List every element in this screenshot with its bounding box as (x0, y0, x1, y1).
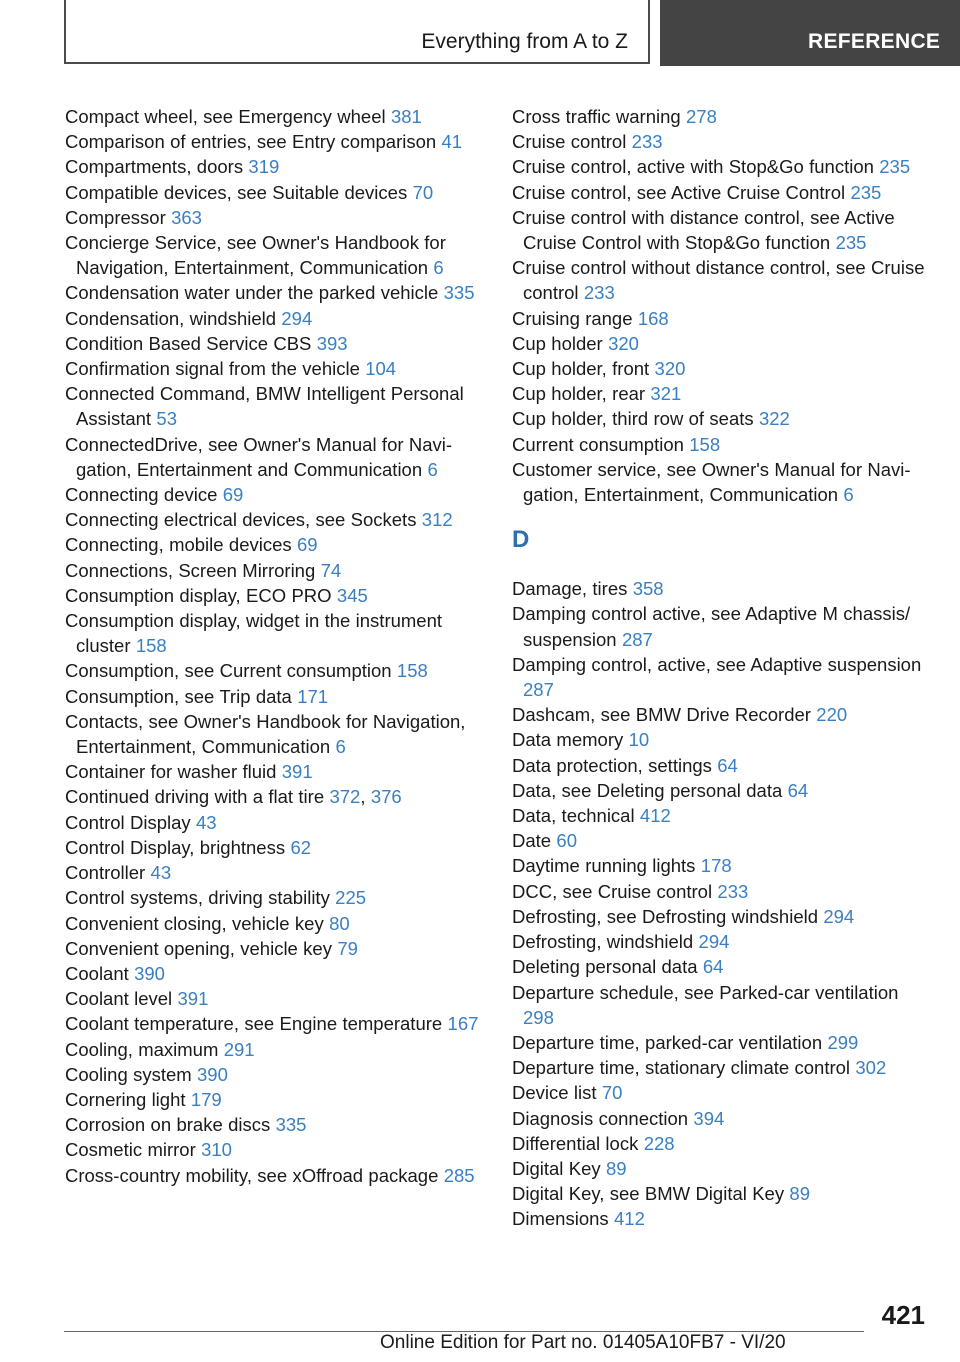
index-term: Continued driving with a flat tire (65, 786, 325, 808)
page-reference-link[interactable]: 372 (329, 786, 361, 808)
page-reference-link[interactable]: 376 (370, 786, 402, 808)
index-entry (512, 753, 932, 778)
index-entry (512, 1106, 932, 1131)
page-reference-link[interactable]: 287 (523, 679, 554, 701)
page-reference-link[interactable]: 363 (171, 206, 202, 228)
page-reference-link[interactable]: 167 (447, 1013, 479, 1035)
page-reference-link[interactable]: 69 (222, 484, 244, 506)
page-reference-link[interactable]: 6 (427, 458, 438, 480)
index-entry (65, 482, 485, 507)
index-entry (512, 205, 932, 255)
page-reference-link[interactable]: 171 (297, 685, 329, 707)
index-term: Condensation water under the parked vehicle (65, 282, 439, 304)
page-reference-link[interactable]: 358 (632, 578, 664, 600)
index-entry (512, 356, 932, 381)
page-reference-link[interactable]: 233 (583, 282, 615, 304)
page-reference-link[interactable]: 79 (337, 937, 358, 959)
index-entry (65, 432, 485, 482)
letter-heading-d: D (512, 526, 530, 554)
index-term: Compressor (65, 206, 166, 228)
page-reference-link[interactable]: 235 (879, 156, 911, 178)
index-entry (512, 652, 932, 702)
page-reference-link[interactable]: 390 (134, 962, 165, 984)
index-term: Cooling system (65, 1063, 192, 1085)
index-term: Control systems, driving stability (65, 887, 330, 909)
index-entry (65, 608, 485, 658)
index-term: Cornering light (65, 1088, 186, 1110)
index-term: Digital Key, see BMW Digital Key (512, 1183, 785, 1205)
page-reference-link[interactable]: 278 (686, 106, 717, 127)
index-term: Contacts, see Owner's Handbook for Navigation, Entertainment, Communication (65, 710, 466, 758)
page-reference-link[interactable]: 393 (316, 332, 348, 354)
index-entry (512, 406, 932, 431)
index-term: Consumption, see Current consumption (65, 660, 392, 682)
index-term: Connecting, mobile devices (65, 534, 292, 556)
page-reference-link[interactable]: 233 (631, 131, 663, 153)
index-entry (512, 1206, 932, 1231)
index-group-d (512, 576, 932, 1231)
index-entry (65, 911, 485, 936)
page-reference-link[interactable]: 74 (320, 559, 342, 581)
page-reference-link[interactable]: 80 (329, 912, 350, 934)
page-reference-link[interactable]: 89 (789, 1183, 810, 1205)
index-entry (512, 1030, 932, 1055)
page-reference-link[interactable]: 320 (654, 358, 686, 380)
index-entry (512, 727, 932, 752)
page-reference-link[interactable]: 158 (396, 660, 428, 682)
page-reference-link[interactable]: 320 (608, 332, 639, 354)
index-entry (512, 904, 932, 929)
page-reference-link[interactable]: 291 (223, 1038, 255, 1060)
page-reference-link[interactable]: 302 (855, 1057, 887, 1079)
index-entry (512, 778, 932, 803)
page-reference-link[interactable]: 285 (443, 1164, 475, 1186)
index-term: Diagnosis connection (512, 1107, 689, 1129)
index-entry (512, 954, 932, 979)
index-term: Control Display (65, 811, 191, 833)
index-entry (512, 879, 932, 904)
index-term: Concierge Service, see Owner's Handbook for Navigation, Entertainment, Communication (65, 232, 446, 279)
index-term: Cross-country mobility, see xOffroad package (65, 1164, 439, 1186)
index-term: Damage, tires (512, 578, 628, 600)
index-entry (512, 457, 932, 507)
page-reference-link[interactable]: 391 (177, 988, 209, 1010)
index-term: Daytime running lights (512, 855, 696, 877)
index-entry (65, 381, 485, 431)
page-reference-link[interactable]: 168 (637, 307, 669, 329)
page-reference-link[interactable]: 69 (296, 534, 318, 556)
index-term: Data protection, settings (512, 754, 712, 776)
index-term: Consumption display, widget in the instrument cluster (65, 610, 443, 657)
page-reference-link[interactable]: 294 (698, 931, 730, 953)
page-reference-link[interactable]: 345 (336, 584, 368, 606)
index-term: Consumption display, ECO PRO (65, 584, 332, 606)
index-entry (65, 507, 485, 532)
index-term: Corrosion on brake discs (65, 1114, 271, 1136)
index-entry (65, 205, 485, 230)
index-term: Data, see Deleting personal data (512, 779, 783, 801)
reference-tab-label: REFERENCE (808, 30, 941, 53)
index-entry (512, 306, 932, 331)
index-entry (512, 576, 932, 601)
index-term: Condensation, windshield (65, 307, 277, 329)
index-entry (512, 432, 932, 457)
page-reference-link[interactable]: 294 (823, 905, 855, 927)
page-reference-link[interactable]: 235 (835, 232, 867, 254)
index-term: Dashcam, see BMW Drive Recorder (512, 704, 811, 726)
index-entry (65, 356, 485, 381)
index-entry (512, 104, 932, 129)
index-entry (65, 1087, 485, 1112)
index-term: Defrosting, see Defrosting windshield (512, 905, 819, 927)
index-term: Cruise control (512, 131, 627, 153)
page-reference-link[interactable]: 64 (702, 956, 724, 978)
page-reference-link[interactable]: 6 (433, 257, 444, 279)
index-term: Cup holder (512, 332, 603, 354)
index-entry (65, 180, 485, 205)
page-reference-link[interactable]: 228 (643, 1132, 675, 1154)
index-entry (65, 835, 485, 860)
index-term: Damping control, active, see Adaptive suspension (512, 653, 922, 675)
page-reference-link[interactable]: 178 (700, 855, 732, 877)
index-entry (65, 129, 485, 154)
page-reference-link[interactable]: 64 (787, 779, 809, 801)
index-term: Consumption, see Trip data (65, 685, 292, 707)
page-reference-link[interactable]: 64 (717, 754, 738, 776)
index-term: Data, technical (512, 805, 635, 827)
index-entry (512, 929, 932, 954)
page-reference-link[interactable]: 335 (275, 1114, 307, 1136)
index-entry (65, 558, 485, 583)
index-entry (512, 1181, 932, 1206)
index-column-left (65, 104, 485, 1188)
index-term: Connections, Screen Mirroring (65, 559, 316, 581)
index-term: Connected Command, BMW Intelligent Personal Assistant (65, 383, 464, 430)
index-entry (512, 255, 932, 305)
index-entry (65, 1037, 485, 1062)
header-frame (64, 0, 650, 64)
page-reference-link[interactable]: 41 (441, 131, 463, 153)
index-term: Compartments, doors (65, 156, 244, 178)
index-term: Cup holder, third row of seats (512, 408, 754, 430)
index-entry (65, 961, 485, 986)
index-term: Defrosting, windshield (512, 931, 694, 953)
page-reference-link[interactable]: 70 (601, 1082, 623, 1104)
index-term: Cup holder, front (512, 358, 650, 380)
index-term: Differential lock (512, 1132, 639, 1154)
index-term: Customer service, see Owner's Manual for Navigation, Entertainment, Communication (512, 458, 911, 506)
index-entry (512, 828, 932, 853)
page-reference-link[interactable]: 62 (290, 836, 312, 858)
index-term: Current consumption (512, 433, 684, 455)
index-entry (65, 709, 485, 759)
page-number: 421 (881, 1300, 925, 1330)
index-entry (512, 1080, 932, 1105)
page-reference-link[interactable]: 319 (248, 156, 280, 178)
index-entry (512, 803, 932, 828)
index-term: Cruise control, active with Stop&Go function (512, 156, 874, 178)
index-term: Date (512, 830, 552, 852)
page-reference-link[interactable]: 294 (281, 307, 313, 329)
page-reference-link[interactable]: 225 (335, 887, 367, 909)
index-term: Damping control active, see Adaptive M chassis/ suspension (512, 603, 911, 650)
index-term: Dimensions (512, 1208, 609, 1230)
index-entry: Continued driving with a flat tire 372, 376 (65, 786, 402, 808)
index-column-right (512, 104, 932, 1232)
page-reference-link[interactable]: 391 (281, 761, 313, 783)
page-reference-link[interactable]: 6 (335, 736, 346, 758)
index-term: Departure time, parked-car ventilation (512, 1031, 823, 1053)
page-reference-link[interactable]: 335 (443, 282, 475, 304)
page-reference-link[interactable]: 322 (758, 408, 790, 430)
index-term: Departure schedule, see Parked-car ventilation (512, 981, 899, 1003)
index-term: Coolant temperature, see Engine temperature (65, 1013, 443, 1035)
page-reference-link[interactable]: 104 (365, 358, 397, 380)
index-entry (512, 129, 932, 154)
reference-tab (660, 0, 960, 66)
index-entry (65, 104, 485, 129)
index-group-c (512, 104, 932, 507)
page-reference-link[interactable]: 381 (390, 106, 422, 127)
page-reference-link[interactable]: 321 (650, 383, 682, 405)
page-reference-link[interactable]: 298 (523, 1006, 554, 1028)
section-title: Everything from A to Z (421, 30, 628, 53)
index-entry (512, 381, 932, 406)
index-term: Cosmetic mirror (65, 1139, 196, 1161)
index-term: Deleting personal data (512, 956, 698, 978)
index-entry (65, 810, 485, 835)
index-entry (65, 1011, 485, 1036)
index-term: Cooling, maximum (65, 1038, 219, 1060)
footer-edition-text: Online Edition for Part no. 01405A10FB7 - VI/20 (380, 1332, 786, 1353)
page-reference-link[interactable]: 412 (639, 805, 671, 827)
index-term: ConnectedDrive, see Owner's Manual for Navigation, Entertainment and Communication (65, 433, 453, 480)
index-term: Cruising range (512, 307, 633, 329)
index-term: DCC, see Cruise control (512, 880, 713, 902)
page-reference-link[interactable]: 70 (412, 181, 434, 203)
page-reference-link[interactable]: 43 (195, 811, 217, 833)
index-term: Compatible devices, see Suitable devices (65, 181, 408, 203)
index-entry (65, 885, 485, 910)
index-entry (65, 331, 485, 356)
index-term: Coolant (65, 962, 129, 984)
page-reference-link[interactable]: 390 (197, 1063, 228, 1085)
index-entry (512, 1055, 932, 1080)
index-term: Connecting electrical devices, see Sockets (65, 509, 417, 531)
index-entry (65, 230, 485, 280)
index-term: Confirmation signal from the vehicle (65, 358, 360, 380)
index-entry (512, 331, 932, 356)
page-reference-link[interactable]: 233 (717, 880, 749, 902)
index-term: Comparison of entries, see Entry comparison (65, 131, 437, 153)
index-entry (512, 154, 932, 179)
index-entry (65, 860, 485, 885)
index-term: Connecting device (65, 484, 218, 506)
page-reference-link[interactable]: 43 (150, 862, 172, 884)
index-entry (65, 532, 485, 557)
index-term: Digital Key (512, 1157, 601, 1179)
index-entry (512, 980, 932, 1030)
index-term: Data memory (512, 729, 624, 751)
index-term: Cruise control with distance control, see Active Cruise Control with Stop&Go function (512, 206, 895, 254)
index-entry (512, 1131, 932, 1156)
page-reference-link[interactable]: 158 (135, 635, 167, 657)
index-term: Controller (65, 862, 146, 884)
index-entry (65, 1062, 485, 1087)
page-reference-link[interactable]: 60 (556, 830, 577, 852)
index-term: Condition Based Service CBS (65, 332, 312, 354)
page-reference-link[interactable]: 235 (850, 181, 882, 203)
index-entry (65, 936, 485, 961)
index-entry (512, 853, 932, 878)
index-term: Convenient closing, vehicle key (65, 912, 324, 934)
index-term: Departure time, stationary climate control (512, 1057, 851, 1079)
page-reference-link[interactable]: 220 (816, 704, 848, 726)
index-entry (65, 1137, 485, 1162)
index-term: Cup holder, rear (512, 383, 646, 405)
index-term: Device list (512, 1082, 597, 1104)
page-reference-link[interactable]: 299 (827, 1031, 859, 1053)
page-reference-link[interactable]: 6 (843, 484, 854, 506)
page-reference-link[interactable]: 179 (190, 1088, 222, 1110)
index-term: Control Display, brightness (65, 836, 286, 858)
index-entry (512, 601, 932, 651)
index-term: Cruise control, see Active Cruise Control (512, 181, 846, 203)
index-term: Cross traffic warning (512, 106, 681, 127)
index-entry (65, 1112, 485, 1137)
page-reference-link[interactable]: 53 (156, 408, 177, 430)
index-entry (512, 180, 932, 205)
index-entry (65, 759, 485, 784)
page-reference-link[interactable]: 312 (421, 509, 453, 531)
index-term: Convenient opening, vehicle key (65, 937, 332, 959)
page-reference-link[interactable]: 10 (628, 729, 650, 751)
index-entry (65, 154, 485, 179)
index-term: Compact wheel, see Emergency wheel (65, 106, 386, 127)
index-entry (512, 1156, 932, 1181)
page-reference-link[interactable]: 158 (689, 433, 721, 455)
page-reference-link[interactable]: 89 (605, 1157, 627, 1179)
page-reference-link[interactable]: 394 (693, 1107, 725, 1129)
index-entry (65, 1163, 485, 1188)
index-term: Coolant level (65, 988, 173, 1010)
page-reference-link[interactable]: 287 (621, 628, 653, 650)
index-entry (65, 986, 485, 1011)
index-entry (65, 684, 485, 709)
index-entry (65, 658, 485, 683)
page-reference-link[interactable]: 412 (614, 1208, 645, 1230)
index-entry (512, 702, 932, 727)
index-entry (65, 280, 485, 305)
index-term: Container for washer fluid (65, 761, 277, 783)
page-reference-link[interactable]: 310 (201, 1139, 232, 1161)
index-term: Cruise control without distance control, see Cruise control (512, 257, 925, 304)
index-entry (65, 583, 485, 608)
index-entry (65, 306, 485, 331)
